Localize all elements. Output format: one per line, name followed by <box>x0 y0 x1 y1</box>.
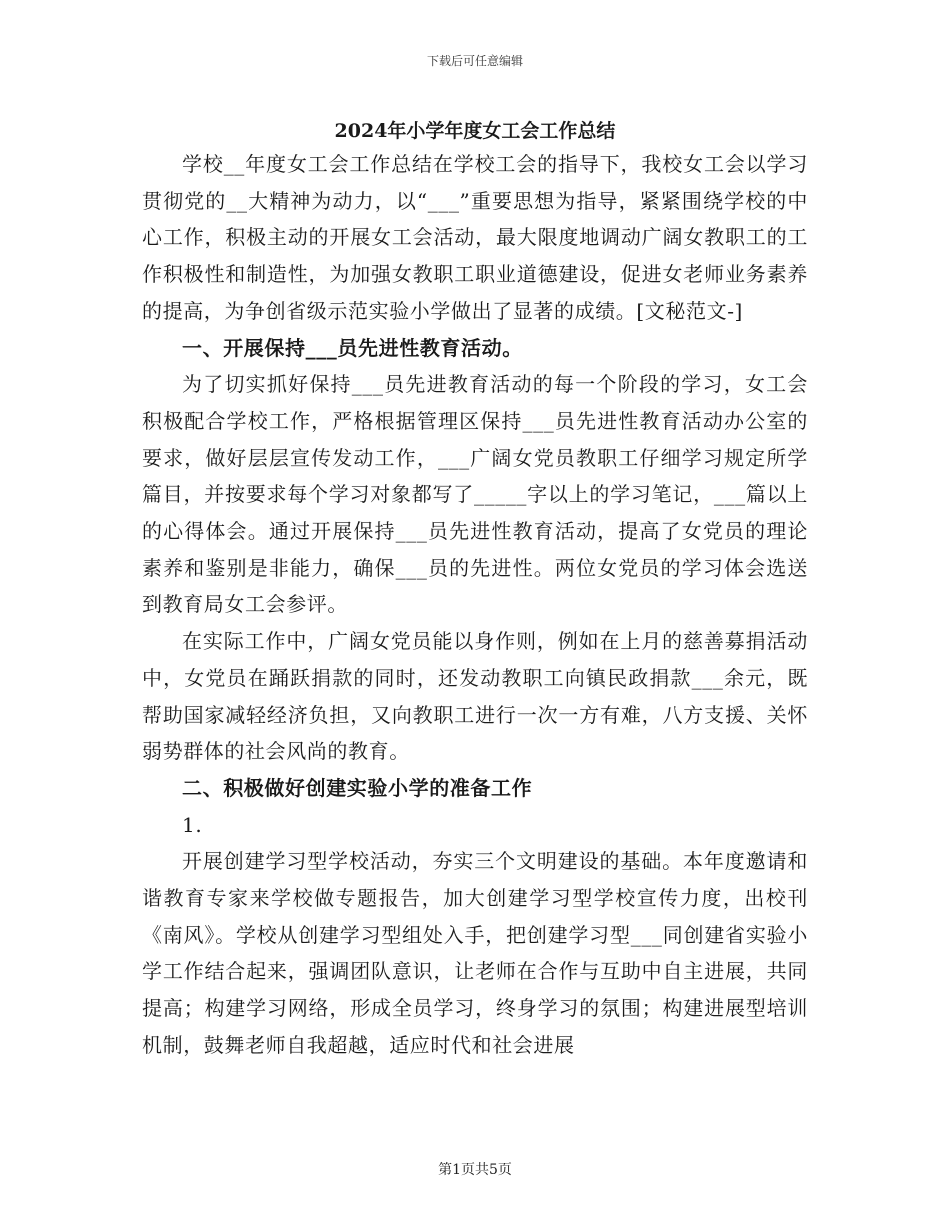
item-number-1: 1. <box>182 812 203 837</box>
paragraph-1: 为了切实抓好保持___员先进教育活动的每一个阶段的学习，女工会积极配合学校工作，严格根据管理区保持___员先进性教育活动办公室的要求，做好层层宣传发动工作，___广阔女党员教职工仔细学习规定所学篇目，并按要求每个学习对象都写了_____字以上的学习笔记，___篇以上的心得体会。通过开展保持___员先进性教育活动，提高了女党员的理论素养和鉴别是非能力，确保___员的先进性。两位女党员的学习体会选送到教育局女工会参评。 <box>142 372 808 617</box>
document-title: 2024年小学年度女工会工作总结 <box>334 120 616 142</box>
page-header: 下载后可任意编辑 <box>426 54 523 68</box>
intro-paragraph: 学校__年度女工会工作总结在学校工会的指导下，我校女工会以学习贯彻党的__大精神为动力，以“___”重要思想为指导，紧紧围绕学校的中心工作，积极主动的开展女工会活动，最大限度地调动广阔女教职工的工作积极性和制造性，为加强女教职工职业道德建设，促进女老师业务素养的提高，为争创省级示范实验小学做出了显著的成绩。[文秘范文-] <box>142 152 808 323</box>
paragraph-3: 开展创建学习型学校活动，夯实三个文明建设的基础。本年度邀请和谐教育专家来学校做专题报告，加大创建学习型学校宣传力度，出校刊《南风》。学校从创建学习型组处入手，把创建学习型___同创建省实验小学工作结合起来，强调团队意识，让老师在合作与互助中自主进展，共同提高；构建学习网络，形成全员学习，终身学习的氛围；构建进展型培训机制，鼓舞老师自我超越，适应时代和社会进展 <box>142 849 808 1057</box>
document-body <box>142 146 808 1064</box>
paragraph-2: 在实际工作中，广阔女党员能以身作则，例如在上月的慈善募捐活动中，女党员在踊跃捐款的同时，还发动教职工向镇民政捐款___余元，既帮助国家减轻经济负担，又向教职工进行一次一方有难，八方支援、关怀弱势群体的社会风尚的教育。 <box>142 629 808 764</box>
page-footer: 第1页共5页 <box>438 1162 512 1178</box>
section-heading-1: 一、开展保持___员先进性教育活动。 <box>182 335 523 360</box>
section-heading-2: 二、积极做好创建实验小学的准备工作 <box>182 775 533 800</box>
